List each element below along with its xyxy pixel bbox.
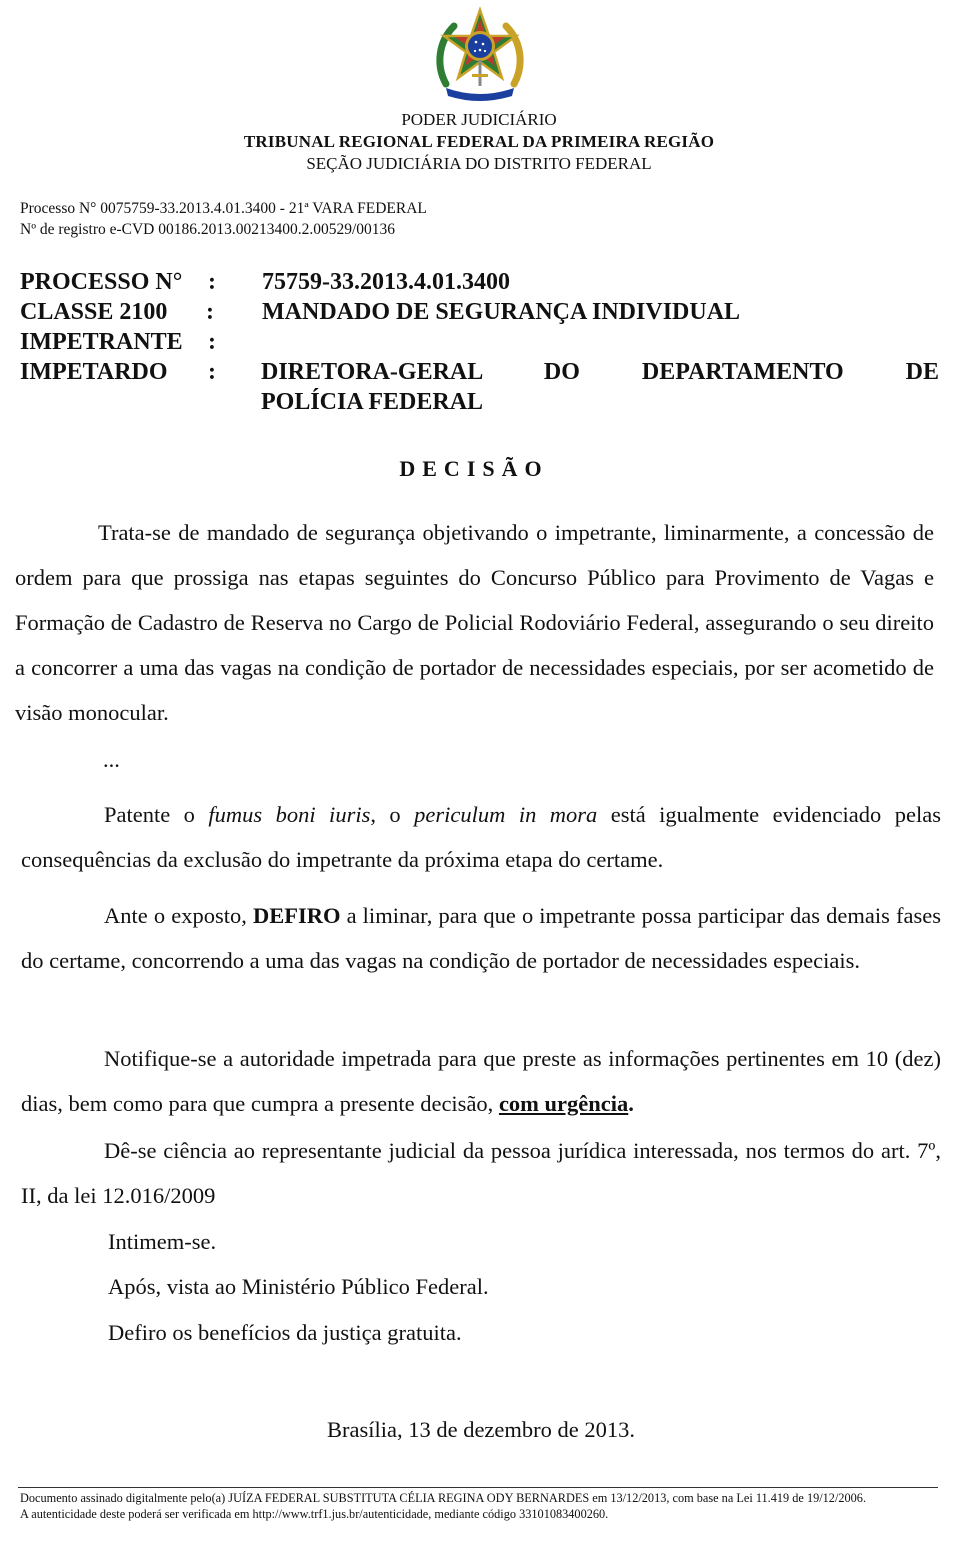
caption-colon: :: [208, 269, 216, 295]
paragraph-text: Patente o: [104, 802, 209, 827]
decision-paragraph: [21, 893, 941, 983]
paragraph-text: Ante o exposto,: [104, 903, 253, 928]
decision-title: DECISÃO: [399, 456, 549, 481]
signature-notice: Documento assinado digitalmente pelo(a) JUÍZA FEDERAL SUBSTITUTA CÉLIA REGINA ODY BERNARDES em 13/12/2013, com base na Lei 11.419 de 19/12/2006.: [20, 1491, 867, 1505]
caption-impetrante-label: IMPETRANTE: [20, 329, 183, 355]
ellipsis: ...: [103, 747, 120, 772]
caption-colon: :: [208, 329, 216, 355]
caption-processo-value: 75759-33.2013.4.01.3400: [262, 269, 510, 295]
caption-processo-label: PROCESSO N°: [20, 269, 183, 295]
header-court-name: TRIBUNAL REGIONAL FEDERAL DA PRIMEIRA REGIÃO: [243, 132, 715, 151]
paragraph-text: está igualmente evidenciado pelas consequências da exclusão do impetrante da próxima etapa do certame.: [21, 802, 941, 872]
order-intimem: Intimem-se.: [108, 1229, 217, 1254]
decision-paragraph: [21, 1128, 941, 1218]
brazil-coat-of-arms-icon: [432, 6, 528, 102]
caption-impetrado-label: IMPETARDO: [20, 359, 168, 385]
header-judiciary: PODER JUDICIÁRIO: [401, 110, 557, 129]
header-section: SEÇÃO JUDICIÁRIA DO DISTRITO FEDERAL: [306, 154, 652, 173]
order-apos: Após, vista ao Ministério Público Federal.: [108, 1274, 489, 1299]
caption-colon: :: [206, 299, 214, 325]
latin-term: fumus boni iuris: [208, 802, 371, 827]
order-defiro-gratuita: Defiro os benefícios da justiça gratuita.: [108, 1320, 462, 1345]
paragraph-text: , o: [370, 802, 415, 827]
paragraph-text: a liminar, para que o impetrante possa participar das demais fases do certame, concorrendo a uma das vagas na condição de portador de necessidades especiais.: [21, 903, 941, 973]
paragraph-text: Notifique-se a autoridade impetrada para que preste as informações pertinentes em 10 (dez) dias, bem como para que cumpra a presente decisão,: [21, 1046, 941, 1116]
defiro-emphasis: DEFIRO: [252, 903, 341, 928]
paragraph-text: Dê-se ciência ao representante judicial da pessoa jurídica interessada, nos termos do art. 7º, II, da lei 12.016/2009: [21, 1138, 941, 1208]
paragraph-text: Trata-se de mandado de segurança objetivando o impetrante, liminarmente, a concessão de ordem para que prossiga nas etapas seguintes do Concurso Público para Provimento de Vagas e Formação de Cadastro de Reserva no Cargo de Policial Rodoviário Federal, assegurando o seu direito a concorrer a uma das vagas na condição de portador de necessidades especiais, por ser acometido de visão monocular.: [15, 520, 934, 725]
decision-date: Brasília, 13 de dezembro de 2013.: [326, 1417, 636, 1442]
process-number-line: Processo N° 0075759-33.2013.4.01.3400 - 21ª VARA FEDERAL: [20, 200, 427, 217]
caption-impetrado-value-line1: DIRETORA-GERAL DO DEPARTAMENTO DE: [261, 359, 939, 385]
decision-paragraph: [15, 510, 934, 735]
latin-term: periculum in mora: [414, 802, 598, 827]
decision-paragraph: [21, 1036, 941, 1126]
footer-divider: [18, 1487, 938, 1488]
caption-classe-label: CLASSE 2100: [20, 299, 168, 325]
urgency-emphasis: com urgência: [498, 1091, 629, 1116]
caption-colon: :: [208, 359, 216, 385]
decision-paragraph: [21, 792, 941, 882]
digital-signature-footer: [20, 1490, 940, 1522]
registry-number-line: Nº de registro e-CVD 00186.2013.00213400.2.00529/00136: [20, 221, 396, 238]
paragraph-text: .: [628, 1091, 634, 1116]
caption-impetrado-value-line2: POLÍCIA FEDERAL: [261, 389, 484, 415]
caption-classe-value: MANDADO DE SEGURANÇA INDIVIDUAL: [262, 299, 741, 325]
authenticity-notice: A autenticidade deste poderá ser verificada em http://www.trf1.jus.br/autenticidade, mediante código 33101083400260.: [20, 1507, 609, 1521]
